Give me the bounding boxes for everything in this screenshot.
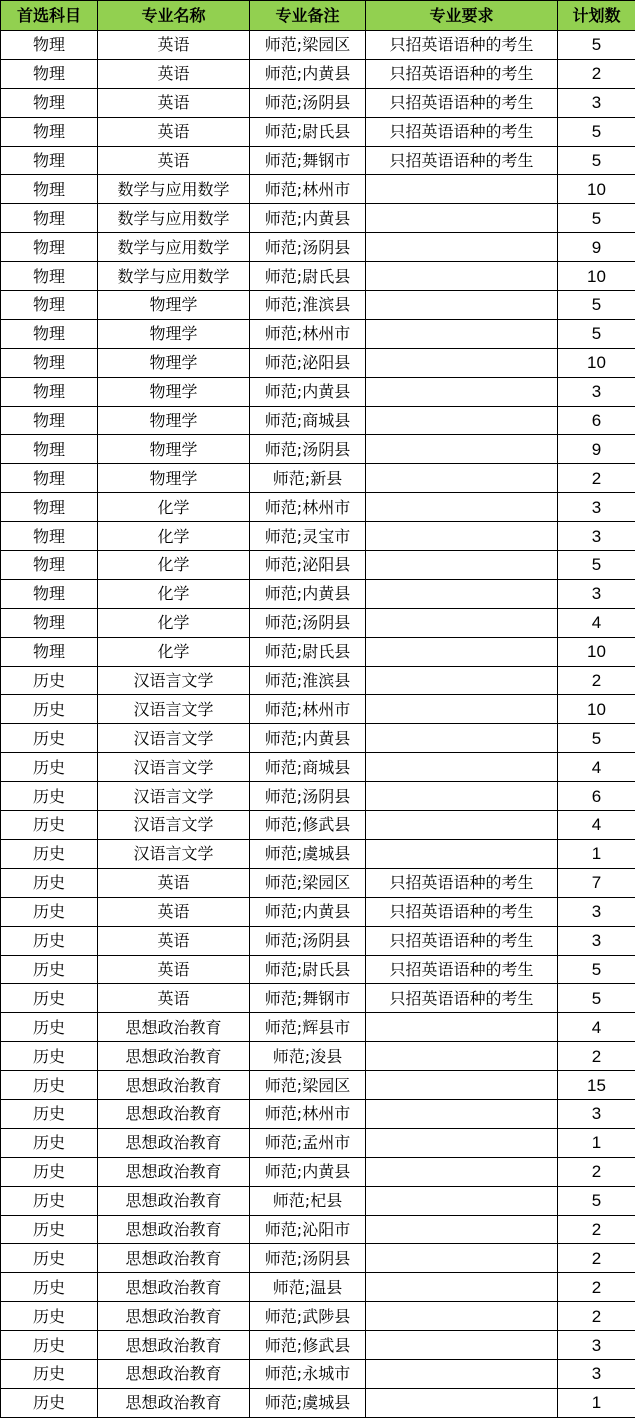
table-row: [1, 233, 635, 262]
cell-subject: 物理: [1, 204, 98, 233]
cell-major-requirement: [366, 637, 558, 666]
cell-major-requirement: [366, 1157, 558, 1186]
cell-subject: 历史: [1, 1273, 98, 1302]
table-row: [1, 868, 635, 897]
cell-plan-count: 2: [558, 1157, 635, 1186]
cell-plan-count: 3: [558, 88, 635, 117]
cell-plan-count: 10: [558, 348, 635, 377]
cell-major-note: 师范;虞城县: [250, 839, 366, 868]
cell-major-note: 师范;辉县市: [250, 1013, 366, 1042]
cell-major-name: 物理学: [98, 291, 250, 320]
cell-subject: 历史: [1, 1042, 98, 1071]
cell-major-note: 师范;内黄县: [250, 204, 366, 233]
cell-major-name: 思想政治教育: [98, 1215, 250, 1244]
cell-major-name: 物理学: [98, 464, 250, 493]
cell-major-requirement: 只招英语语种的考生: [366, 955, 558, 984]
cell-major-note: 师范;内黄县: [250, 1157, 366, 1186]
cell-major-note: 师范;商城县: [250, 406, 366, 435]
cell-major-requirement: [366, 493, 558, 522]
header-subject: 首选科目: [1, 1, 98, 31]
cell-major-requirement: [366, 1215, 558, 1244]
cell-major-name: 思想政治教育: [98, 1331, 250, 1360]
cell-plan-count: 6: [558, 406, 635, 435]
cell-major-note: 师范;泌阳县: [250, 551, 366, 580]
table-row: [1, 435, 635, 464]
table-row: [1, 1186, 635, 1215]
cell-plan-count: 7: [558, 868, 635, 897]
cell-plan-count: 2: [558, 464, 635, 493]
cell-major-note: 师范;汤阴县: [250, 233, 366, 262]
cell-subject: 物理: [1, 522, 98, 551]
cell-major-requirement: [366, 204, 558, 233]
cell-subject: 历史: [1, 1215, 98, 1244]
cell-subject: 物理: [1, 377, 98, 406]
cell-major-note: 师范;汤阴县: [250, 1244, 366, 1273]
header-plan-count: 计划数: [558, 1, 635, 31]
cell-major-name: 英语: [98, 868, 250, 897]
header-major-requirement: 专业要求: [366, 1, 558, 31]
table-row: [1, 724, 635, 753]
cell-subject: 历史: [1, 1186, 98, 1215]
cell-plan-count: 5: [558, 551, 635, 580]
cell-major-requirement: [366, 1244, 558, 1273]
cell-subject: 历史: [1, 1331, 98, 1360]
cell-major-note: 师范;修武县: [250, 1331, 366, 1360]
cell-plan-count: 2: [558, 1042, 635, 1071]
cell-plan-count: 2: [558, 666, 635, 695]
cell-major-name: 汉语言文学: [98, 753, 250, 782]
cell-major-name: 思想政治教育: [98, 1244, 250, 1273]
cell-subject: 历史: [1, 666, 98, 695]
cell-plan-count: 2: [558, 1215, 635, 1244]
table-row: [1, 608, 635, 637]
cell-major-name: 物理学: [98, 406, 250, 435]
cell-plan-count: 5: [558, 291, 635, 320]
cell-major-note: 师范;武陟县: [250, 1302, 366, 1331]
cell-subject: 历史: [1, 811, 98, 840]
cell-major-note: 师范;林州市: [250, 175, 366, 204]
cell-subject: 物理: [1, 608, 98, 637]
table-row: [1, 666, 635, 695]
cell-plan-count: 3: [558, 579, 635, 608]
table-row: [1, 522, 635, 551]
cell-major-note: 师范;浚县: [250, 1042, 366, 1071]
cell-major-note: 师范;永城市: [250, 1359, 366, 1388]
cell-major-requirement: [366, 406, 558, 435]
cell-major-requirement: [366, 1099, 558, 1128]
cell-subject: 历史: [1, 1388, 98, 1417]
table-row: [1, 262, 635, 291]
cell-plan-count: 5: [558, 724, 635, 753]
cell-major-requirement: [366, 262, 558, 291]
cell-plan-count: 6: [558, 782, 635, 811]
table-row: [1, 464, 635, 493]
cell-subject: 历史: [1, 1013, 98, 1042]
table-row: [1, 59, 635, 88]
table-row: [1, 319, 635, 348]
table-row: [1, 1331, 635, 1360]
cell-major-requirement: [366, 782, 558, 811]
cell-major-requirement: [366, 1331, 558, 1360]
table-row: [1, 175, 635, 204]
cell-plan-count: 10: [558, 175, 635, 204]
cell-major-note: 师范;淮滨县: [250, 666, 366, 695]
cell-major-name: 英语: [98, 926, 250, 955]
cell-major-requirement: [366, 1273, 558, 1302]
cell-major-requirement: [366, 839, 558, 868]
cell-plan-count: 3: [558, 897, 635, 926]
cell-major-note: 师范;淮滨县: [250, 291, 366, 320]
cell-major-name: 汉语言文学: [98, 811, 250, 840]
cell-subject: 历史: [1, 724, 98, 753]
table-body: [1, 31, 635, 1418]
cell-plan-count: 5: [558, 984, 635, 1013]
cell-plan-count: 1: [558, 1128, 635, 1157]
cell-major-note: 师范;虞城县: [250, 1388, 366, 1417]
cell-major-name: 英语: [98, 897, 250, 926]
cell-major-note: 师范;汤阴县: [250, 88, 366, 117]
cell-major-name: 思想政治教育: [98, 1128, 250, 1157]
cell-major-requirement: [366, 811, 558, 840]
table-row: [1, 637, 635, 666]
cell-subject: 物理: [1, 464, 98, 493]
cell-plan-count: 3: [558, 1359, 635, 1388]
cell-major-name: 英语: [98, 984, 250, 1013]
cell-plan-count: 5: [558, 1186, 635, 1215]
cell-plan-count: 3: [558, 1099, 635, 1128]
cell-major-name: 数学与应用数学: [98, 204, 250, 233]
cell-subject: 物理: [1, 146, 98, 175]
table-row: [1, 1244, 635, 1273]
table-row: [1, 579, 635, 608]
cell-major-name: 物理学: [98, 319, 250, 348]
cell-major-note: 师范;汤阴县: [250, 435, 366, 464]
cell-major-note: 师范;林州市: [250, 1099, 366, 1128]
cell-major-requirement: [366, 319, 558, 348]
cell-major-requirement: [366, 291, 558, 320]
cell-major-requirement: 只招英语语种的考生: [366, 984, 558, 1013]
cell-plan-count: 3: [558, 377, 635, 406]
cell-major-note: 师范;修武县: [250, 811, 366, 840]
cell-major-note: 师范;林州市: [250, 493, 366, 522]
cell-subject: 物理: [1, 637, 98, 666]
cell-subject: 历史: [1, 868, 98, 897]
table-row: [1, 926, 635, 955]
cell-subject: 历史: [1, 1071, 98, 1100]
cell-major-name: 化学: [98, 493, 250, 522]
table-row: [1, 493, 635, 522]
cell-plan-count: 10: [558, 637, 635, 666]
cell-major-name: 化学: [98, 579, 250, 608]
cell-major-note: 师范;舞钢市: [250, 146, 366, 175]
cell-plan-count: 15: [558, 1071, 635, 1100]
cell-major-note: 师范;尉氏县: [250, 117, 366, 146]
cell-major-name: 汉语言文学: [98, 782, 250, 811]
cell-major-note: 师范;杞县: [250, 1186, 366, 1215]
cell-major-requirement: 只招英语语种的考生: [366, 926, 558, 955]
table-row: [1, 117, 635, 146]
cell-plan-count: 3: [558, 493, 635, 522]
cell-major-name: 数学与应用数学: [98, 262, 250, 291]
cell-major-note: 师范;新县: [250, 464, 366, 493]
cell-major-note: 师范;泌阳县: [250, 348, 366, 377]
cell-subject: 物理: [1, 551, 98, 580]
cell-plan-count: 5: [558, 955, 635, 984]
cell-major-requirement: [366, 1042, 558, 1071]
cell-plan-count: 1: [558, 839, 635, 868]
cell-subject: 历史: [1, 1302, 98, 1331]
cell-major-name: 思想政治教育: [98, 1302, 250, 1331]
cell-major-note: 师范;汤阴县: [250, 782, 366, 811]
table-row: [1, 1013, 635, 1042]
cell-major-name: 思想政治教育: [98, 1013, 250, 1042]
cell-subject: 物理: [1, 291, 98, 320]
cell-major-note: 师范;梁园区: [250, 868, 366, 897]
cell-major-name: 化学: [98, 522, 250, 551]
cell-major-requirement: [366, 175, 558, 204]
cell-major-name: 化学: [98, 637, 250, 666]
cell-plan-count: 2: [558, 1302, 635, 1331]
cell-plan-count: 9: [558, 435, 635, 464]
cell-major-name: 汉语言文学: [98, 724, 250, 753]
cell-major-note: 师范;内黄县: [250, 377, 366, 406]
cell-major-requirement: [366, 464, 558, 493]
table-row: [1, 88, 635, 117]
cell-subject: 历史: [1, 1099, 98, 1128]
table-row: [1, 291, 635, 320]
table-row: [1, 1099, 635, 1128]
cell-subject: 历史: [1, 839, 98, 868]
cell-major-requirement: [366, 377, 558, 406]
cell-plan-count: 2: [558, 59, 635, 88]
cell-subject: 物理: [1, 493, 98, 522]
cell-major-requirement: [366, 348, 558, 377]
table-row: [1, 897, 635, 926]
cell-major-note: 师范;梁园区: [250, 1071, 366, 1100]
cell-plan-count: 1: [558, 1388, 635, 1417]
cell-major-requirement: [366, 1013, 558, 1042]
cell-major-requirement: [366, 753, 558, 782]
cell-major-note: 师范;汤阴县: [250, 608, 366, 637]
cell-plan-count: 5: [558, 117, 635, 146]
cell-major-requirement: [366, 1186, 558, 1215]
cell-major-requirement: 只招英语语种的考生: [366, 868, 558, 897]
cell-plan-count: 4: [558, 811, 635, 840]
cell-major-name: 英语: [98, 88, 250, 117]
cell-subject: 物理: [1, 175, 98, 204]
cell-major-requirement: 只招英语语种的考生: [366, 117, 558, 146]
header-major-name: 专业名称: [98, 1, 250, 31]
table-row: [1, 1215, 635, 1244]
cell-major-requirement: [366, 1359, 558, 1388]
cell-major-requirement: [366, 608, 558, 637]
cell-subject: 物理: [1, 348, 98, 377]
table-header-row: [1, 1, 635, 31]
cell-major-name: 思想政治教育: [98, 1071, 250, 1100]
cell-major-requirement: 只招英语语种的考生: [366, 897, 558, 926]
cell-major-note: 师范;内黄县: [250, 579, 366, 608]
cell-plan-count: 4: [558, 753, 635, 782]
cell-subject: 历史: [1, 1157, 98, 1186]
table-row: [1, 406, 635, 435]
table-row: [1, 984, 635, 1013]
cell-subject: 历史: [1, 897, 98, 926]
cell-major-name: 数学与应用数学: [98, 175, 250, 204]
cell-subject: 历史: [1, 1128, 98, 1157]
table-row: [1, 1042, 635, 1071]
cell-plan-count: 2: [558, 1273, 635, 1302]
table-row: [1, 811, 635, 840]
cell-plan-count: 10: [558, 695, 635, 724]
table-row: [1, 1128, 635, 1157]
cell-major-requirement: [366, 1388, 558, 1417]
cell-major-name: 汉语言文学: [98, 666, 250, 695]
table-row: [1, 1359, 635, 1388]
cell-major-name: 英语: [98, 146, 250, 175]
cell-major-requirement: [366, 551, 558, 580]
cell-major-name: 思想政治教育: [98, 1359, 250, 1388]
cell-plan-count: 5: [558, 204, 635, 233]
cell-subject: 物理: [1, 435, 98, 464]
cell-major-note: 师范;舞钢市: [250, 984, 366, 1013]
cell-major-requirement: 只招英语语种的考生: [366, 88, 558, 117]
cell-subject: 历史: [1, 782, 98, 811]
table-row: [1, 31, 635, 60]
cell-major-note: 师范;林州市: [250, 319, 366, 348]
cell-major-requirement: [366, 666, 558, 695]
cell-subject: 物理: [1, 117, 98, 146]
table-row: [1, 1273, 635, 1302]
cell-major-note: 师范;内黄县: [250, 897, 366, 926]
cell-major-note: 师范;尉氏县: [250, 262, 366, 291]
cell-subject: 物理: [1, 233, 98, 262]
cell-major-name: 英语: [98, 31, 250, 60]
cell-major-note: 师范;梁园区: [250, 31, 366, 60]
cell-plan-count: 4: [558, 608, 635, 637]
cell-subject: 历史: [1, 984, 98, 1013]
cell-plan-count: 9: [558, 233, 635, 262]
cell-subject: 历史: [1, 1359, 98, 1388]
cell-major-name: 化学: [98, 551, 250, 580]
cell-major-requirement: 只招英语语种的考生: [366, 31, 558, 60]
cell-major-note: 师范;尉氏县: [250, 955, 366, 984]
cell-major-name: 思想政治教育: [98, 1157, 250, 1186]
cell-major-note: 师范;孟州市: [250, 1128, 366, 1157]
table-row: [1, 204, 635, 233]
cell-subject: 物理: [1, 88, 98, 117]
cell-major-requirement: [366, 1128, 558, 1157]
cell-major-name: 思想政治教育: [98, 1099, 250, 1128]
cell-subject: 物理: [1, 262, 98, 291]
cell-major-name: 物理学: [98, 435, 250, 464]
table-row: [1, 1071, 635, 1100]
cell-subject: 历史: [1, 955, 98, 984]
cell-major-note: 师范;沁阳市: [250, 1215, 366, 1244]
cell-major-name: 英语: [98, 955, 250, 984]
cell-plan-count: 3: [558, 522, 635, 551]
cell-major-requirement: [366, 522, 558, 551]
cell-major-requirement: [366, 233, 558, 262]
table-row: [1, 1388, 635, 1417]
cell-major-note: 师范;汤阴县: [250, 926, 366, 955]
cell-major-name: 英语: [98, 59, 250, 88]
cell-subject: 历史: [1, 1244, 98, 1273]
cell-subject: 历史: [1, 753, 98, 782]
cell-major-note: 师范;温县: [250, 1273, 366, 1302]
cell-plan-count: 3: [558, 926, 635, 955]
cell-major-note: 师范;灵宝市: [250, 522, 366, 551]
cell-major-name: 物理学: [98, 348, 250, 377]
cell-major-requirement: [366, 695, 558, 724]
cell-major-requirement: [366, 724, 558, 753]
cell-subject: 物理: [1, 406, 98, 435]
table-row: [1, 551, 635, 580]
cell-subject: 物理: [1, 31, 98, 60]
cell-major-requirement: [366, 1071, 558, 1100]
cell-plan-count: 5: [558, 319, 635, 348]
cell-major-note: 师范;林州市: [250, 695, 366, 724]
cell-major-requirement: [366, 579, 558, 608]
table-row: [1, 955, 635, 984]
table-row: [1, 377, 635, 406]
cell-major-name: 思想政治教育: [98, 1042, 250, 1071]
cell-subject: 物理: [1, 579, 98, 608]
cell-subject: 历史: [1, 926, 98, 955]
cell-major-note: 师范;尉氏县: [250, 637, 366, 666]
cell-major-note: 师范;内黄县: [250, 59, 366, 88]
cell-major-note: 师范;商城县: [250, 753, 366, 782]
table-row: [1, 1157, 635, 1186]
cell-major-requirement: [366, 1302, 558, 1331]
cell-major-name: 汉语言文学: [98, 695, 250, 724]
cell-major-requirement: [366, 435, 558, 464]
table-row: [1, 695, 635, 724]
cell-plan-count: 5: [558, 146, 635, 175]
table-row: [1, 839, 635, 868]
table-row: [1, 348, 635, 377]
cell-subject: 历史: [1, 695, 98, 724]
cell-major-note: 师范;内黄县: [250, 724, 366, 753]
table-row: [1, 753, 635, 782]
header-major-note: 专业备注: [250, 1, 366, 31]
cell-plan-count: 5: [558, 31, 635, 60]
cell-major-name: 思想政治教育: [98, 1273, 250, 1302]
cell-major-requirement: 只招英语语种的考生: [366, 59, 558, 88]
cell-plan-count: 10: [558, 262, 635, 291]
cell-subject: 物理: [1, 59, 98, 88]
cell-major-requirement: 只招英语语种的考生: [366, 146, 558, 175]
cell-major-name: 思想政治教育: [98, 1388, 250, 1417]
cell-major-name: 数学与应用数学: [98, 233, 250, 262]
table-row: [1, 782, 635, 811]
cell-major-name: 物理学: [98, 377, 250, 406]
cell-plan-count: 2: [558, 1244, 635, 1273]
table-row: [1, 1302, 635, 1331]
cell-major-name: 化学: [98, 608, 250, 637]
cell-major-name: 汉语言文学: [98, 839, 250, 868]
cell-subject: 物理: [1, 319, 98, 348]
cell-major-name: 思想政治教育: [98, 1186, 250, 1215]
cell-major-name: 英语: [98, 117, 250, 146]
cell-plan-count: 3: [558, 1331, 635, 1360]
table-row: [1, 146, 635, 175]
cell-plan-count: 4: [558, 1013, 635, 1042]
